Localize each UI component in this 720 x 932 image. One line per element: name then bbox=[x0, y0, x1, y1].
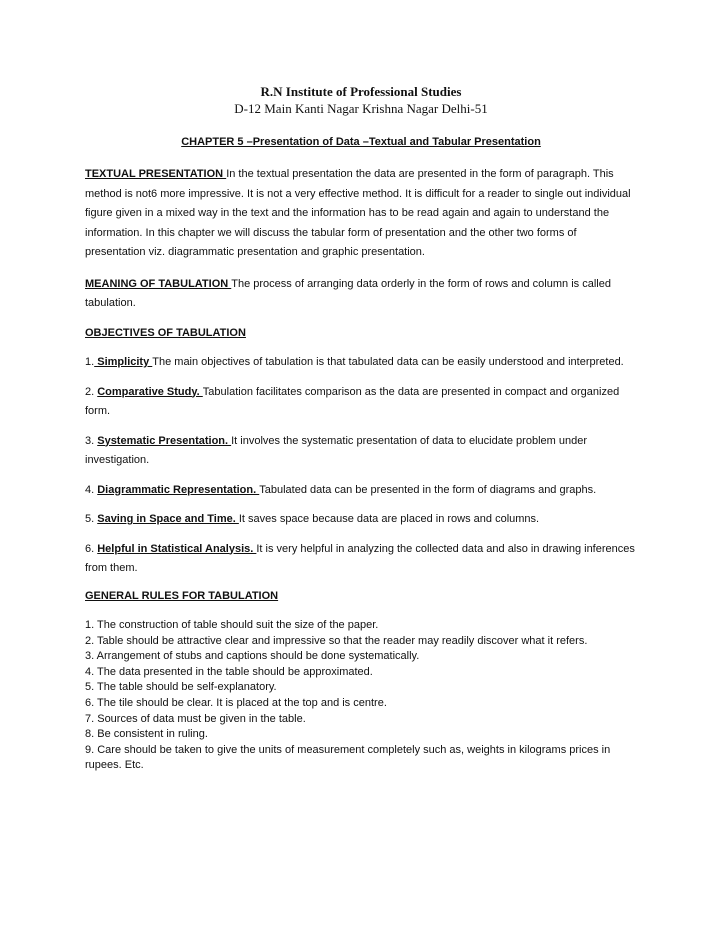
meaning-text: The process of arranging data orderly in the form of rows and column is called tabulation. bbox=[85, 277, 611, 309]
rule-item: 3. Arrangement of stubs and captions should be done systematically. bbox=[85, 650, 420, 663]
objective-item bbox=[85, 481, 637, 501]
objective-item bbox=[85, 510, 637, 530]
rule-item: 6. The tile should be clear. It is placed at the top and is centre. bbox=[85, 696, 387, 709]
objective-label: Saving in Space and Time. bbox=[97, 513, 239, 525]
institute-name: R.N Institute of Professional Studies bbox=[260, 84, 462, 99]
textual-presentation-paragraph bbox=[85, 165, 637, 263]
objective-number: 5. bbox=[85, 513, 98, 525]
meaning-paragraph bbox=[85, 275, 637, 314]
objective-label: Comparative Study. bbox=[97, 385, 203, 398]
institute-address: D-12 Main Kanti Nagar Krishna Nagar Delhi-51 bbox=[234, 101, 488, 116]
rule-item: 7. Sources of data must be given in the table. bbox=[85, 712, 306, 725]
objective-label: Helpful in Statistical Analysis. bbox=[97, 542, 257, 555]
objective-number: 6. bbox=[85, 542, 98, 555]
objective-number: 1. bbox=[85, 356, 95, 368]
chapter-title: CHAPTER 5 –Presentation of Data –Textual and Tabular Presentation bbox=[181, 136, 541, 148]
objective-text: Tabulation facilitates comparison as the data are presented in compact and organized form. bbox=[85, 385, 620, 417]
objective-label: Simplicity bbox=[94, 356, 153, 368]
objective-item bbox=[85, 540, 637, 579]
textual-presentation-label: TEXTUAL PRESENTATION bbox=[85, 168, 227, 180]
textual-presentation-text: In the textual presentation the data are presented in the form of paragraph. This method is not6 more impressive. It is not a very effective method. It is difficult for a reader to single out individual figure given in a mixed way in the text and the information has to be read again and again to understand the information. In this chapter we will discuss the tabular form of presentation and the other two forms of presentation viz. diagrammatic presentation and graphic presentation. bbox=[85, 168, 631, 258]
objectives-heading: OBJECTIVES OF TABULATION bbox=[85, 326, 246, 339]
objective-label: Systematic Presentation. bbox=[97, 434, 232, 447]
rule-item: 8. Be consistent in ruling. bbox=[85, 728, 208, 741]
meaning-label: MEANING OF TABULATION bbox=[85, 277, 232, 290]
rule-item: 4. The data presented in the table should be approximated. bbox=[85, 665, 373, 678]
objective-item bbox=[85, 383, 637, 422]
objective-number: 2. bbox=[85, 385, 98, 398]
rule-item: 1. The construction of table should suit the size of the paper. bbox=[85, 619, 379, 631]
objective-text: The main objectives of tabulation is that tabulated data can be easily understood and interpreted. bbox=[152, 356, 624, 368]
objective-text: It involves the systematic presentation of data to elucidate problem under investigation. bbox=[85, 434, 587, 466]
objective-item bbox=[85, 353, 637, 373]
objective-text: Tabulated data can be presented in the form of diagrams and graphs. bbox=[259, 483, 597, 496]
objective-number: 3. bbox=[85, 434, 98, 447]
objective-number: 4. bbox=[85, 483, 98, 496]
objective-label: Diagrammatic Representation. bbox=[97, 483, 260, 496]
document-page bbox=[85, 84, 637, 774]
rule-item: 5. The table should be self-explanatory. bbox=[85, 681, 277, 694]
rule-item: 9. Care should be taken to give the units of measurement completely such as, weights in kilograms prices in rupees. Etc. bbox=[85, 743, 611, 772]
objective-text: It is very helpful in analyzing the collected data and also in drawing inferences from them. bbox=[85, 542, 635, 574]
rule-item: 2. Table should be attractive clear and impressive so that the reader may readily discover what it refers. bbox=[85, 634, 588, 647]
objective-text: It saves space because data are placed in rows and columns. bbox=[238, 513, 540, 525]
rules-list bbox=[85, 618, 637, 774]
rules-heading: GENERAL RULES FOR TABULATION bbox=[85, 589, 279, 602]
objective-item bbox=[85, 432, 637, 471]
